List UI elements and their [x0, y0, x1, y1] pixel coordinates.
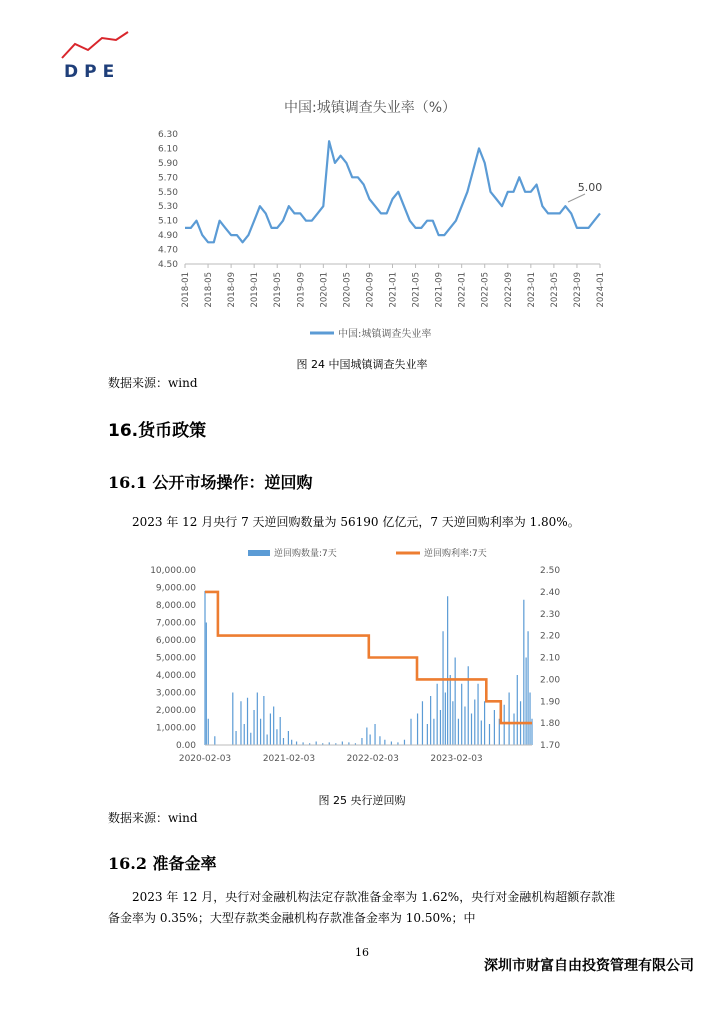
chart2-volume-bar [257, 693, 258, 746]
chart2-xtick-label: 2023-02-03 [430, 754, 483, 764]
company-name: 深圳市财富自由投资管理有限公司 [484, 958, 694, 974]
chart2-volume-bar [464, 707, 465, 746]
chart2-volume-bar [422, 701, 423, 745]
chart2-right-tick-label: 1.70 [540, 741, 561, 751]
chart2-volume-bar [513, 714, 514, 746]
chart2-left-tick-label: 3,000.00 [155, 688, 196, 699]
section-16-1-paragraph: 2023 年 12 月央行 7 天逆回购数量为 56190 亿亿元，7 天逆回购利率为 1.80%。 [132, 515, 580, 529]
chart2-legend [248, 547, 487, 559]
chart1-xtick-label: 2022-09 [503, 272, 514, 308]
chart1-x-axis [181, 264, 606, 308]
chart2-left-tick-label: 8,000.00 [155, 601, 196, 611]
chart1-line [185, 141, 600, 242]
chart2-volume-bar [270, 714, 271, 746]
chart2-volume-bar [427, 724, 428, 745]
dpe-logo-text: DPE [64, 62, 121, 82]
chart2-left-tick-label: 5,000.00 [155, 653, 196, 664]
chart1-ytick-label: 5.70 [157, 173, 178, 184]
chart2-volume-bar [366, 728, 367, 746]
chart2-volume-bar [527, 631, 528, 745]
chart1-ytick-label: 4.70 [157, 245, 178, 256]
chart2-volume-bar [404, 740, 405, 745]
chart2-volume-bar [481, 721, 482, 746]
chart2-legend-rate: 逆回购利率:7天 [424, 549, 487, 559]
chart1-xtick-label: 2022-01 [457, 272, 468, 308]
chart2-volume-bar [455, 658, 456, 746]
chart2-volume-bar [370, 735, 371, 746]
chart2-xtick-label: 2021-02-03 [262, 754, 316, 764]
chart2-volume-bar [445, 693, 446, 746]
chart2-volume-bar [291, 740, 292, 745]
chart2-volume-bar [509, 693, 510, 746]
chart2-volume-bar [296, 742, 297, 746]
chart2-rate-line [205, 592, 532, 723]
chart1-xtick-label: 2021-05 [411, 272, 422, 308]
chart2-volume-bar [477, 684, 478, 745]
chart2-volume-bar [517, 675, 518, 745]
chart2-rate-polyline [205, 592, 532, 723]
chart1-legend-label: 中国:城镇调查失业率 [338, 329, 432, 340]
chart2-volume-bar [288, 731, 289, 745]
chart2-volume-bar [267, 735, 268, 746]
chart1-xtick-label: 2019-09 [296, 272, 307, 308]
chart2-volume-bar [526, 658, 527, 746]
chart2-left-tick-label: 1,000.00 [155, 723, 196, 734]
chart2-volume-bar [447, 596, 448, 745]
chart1-ytick-label: 6.30 [157, 130, 178, 140]
unemployment-rate-chart [130, 92, 610, 352]
section-16-2-title: 16.2 准备金率 [108, 854, 217, 873]
chart1-y-axis [158, 130, 600, 270]
chart2-right-tick-label: 2.50 [540, 566, 561, 576]
chart2-volume-bar [468, 666, 469, 745]
chart2-volume-bar [430, 696, 431, 745]
figure-24-caption: 图 24 中国城镇调查失业率 [296, 358, 428, 371]
reverse-repo-chart [140, 542, 610, 772]
chart1-ytick-label: 4.90 [157, 231, 178, 242]
chart2-volume-bar [379, 736, 380, 745]
chart2-volume-bar [244, 724, 245, 745]
chart2-left-tick-label: 10,000.00 [150, 566, 196, 576]
chart1-xtick-label: 2024-01 [596, 272, 606, 308]
chart2-right-tick-label: 2.00 [540, 675, 561, 686]
chart2-volume-bar [489, 724, 490, 745]
chart2-volume-bar [440, 710, 441, 745]
section-16-2-paragraph: 2023 年 12 月，央行对金融机构法定存款准备金率为 1.62%，央行对金融机构超额存款准备金率为 0.35%；大型存款类金融机构存款准备金率为 10.50%；中 [108, 890, 616, 925]
chart2-volume-bars [204, 591, 532, 745]
chart1-xtick-label: 2023-05 [549, 272, 560, 308]
chart2-xtick-label: 2022-02-03 [346, 754, 399, 764]
chart2-left-tick-label: 6,000.00 [155, 636, 196, 646]
chart2-xtick-label: 2020-02-03 [178, 754, 232, 764]
chart2-volume-bar [273, 707, 274, 746]
chart2-volume-bar [250, 733, 251, 745]
chart2-x-axis [179, 745, 532, 764]
chart2-left-tick-label: 2,000.00 [155, 706, 196, 716]
chart2-right-axis [540, 566, 560, 751]
chart2-left-tick-label: 4,000.00 [155, 671, 196, 681]
chart2-right-tick-label: 2.20 [540, 631, 561, 642]
chart2-volume-bar [204, 591, 205, 745]
chart2-volume-bar [484, 701, 485, 745]
chart1-xtick-label: 2019-01 [250, 272, 261, 308]
chart1-ytick-label: 6.10 [157, 144, 178, 155]
chart2-volume-bar [247, 698, 248, 745]
chart2-volume-bar [232, 693, 233, 746]
chart2-volume-bar [214, 736, 215, 745]
chart2-volume-bar [280, 717, 281, 745]
chart1-source: 数据来源：wind [108, 376, 198, 390]
chart2-volume-bar [471, 714, 472, 746]
chart1-xtick-label: 2023-09 [572, 272, 583, 308]
chart2-volume-bar [410, 719, 411, 745]
chart2-left-tick-label: 9,000.00 [155, 583, 196, 594]
chart1-ytick-label: 5.10 [157, 216, 178, 227]
chart1-title: 中国:城镇调查失业率（%） [283, 100, 457, 116]
chart2-volume-bar [384, 740, 385, 745]
chart1-xtick-label: 2021-09 [434, 272, 445, 308]
chart2-left-tick-label: 0.00 [175, 741, 196, 751]
chart1-xtick-label: 2019-05 [273, 272, 284, 308]
chart2-right-tick-label: 1.90 [540, 697, 561, 708]
chart2-volume-bar [474, 700, 475, 746]
section-16-1-title: 16.1 公开市场操作：逆回购 [108, 473, 313, 492]
chart1-xtick-label: 2022-05 [480, 272, 491, 308]
chart2-left-tick-label: 7,000.00 [155, 618, 196, 629]
page-number: 16 [355, 946, 369, 959]
chart1-xtick-label: 2020-05 [342, 272, 353, 308]
chart1-xtick-label: 2018-05 [204, 272, 215, 308]
chart1-ytick-label: 4.50 [157, 260, 178, 270]
chart2-volume-bar [342, 742, 343, 746]
chart2-volume-bar [253, 710, 254, 745]
chart1-xtick-label: 2020-09 [365, 272, 376, 308]
chart1-xtick-label: 2020-01 [319, 272, 330, 308]
chart2-source: 数据来源：wind [108, 811, 198, 825]
chart2-volume-bar [276, 729, 277, 745]
chart2-volume-bar [391, 742, 392, 746]
chart1-annotation: 5.00 [577, 181, 603, 194]
chart1-ytick-label: 5.90 [157, 158, 178, 169]
chart2-volume-bar [361, 738, 362, 745]
chart2-volume-bar [504, 705, 505, 745]
chart2-volume-bar [450, 675, 451, 745]
chart2-volume-bar [529, 693, 530, 746]
chart2-volume-bar [283, 738, 284, 745]
chart2-volume-bar [206, 623, 207, 746]
chart2-right-tick-label: 2.30 [540, 609, 561, 620]
figure-25-caption: 图 25 央行逆回购 [318, 794, 406, 807]
chart2-volume-bar [452, 701, 453, 745]
chart1-xtick-label: 2018-09 [227, 272, 238, 308]
chart2-right-tick-label: 2.10 [540, 653, 561, 664]
dpe-logo-swoosh [60, 30, 130, 62]
chart1-ytick-label: 5.30 [157, 202, 178, 213]
chart2-volume-bar [458, 719, 459, 745]
chart2-right-tick-label: 2.40 [540, 587, 561, 598]
chart1-annotation-leader [568, 194, 585, 202]
chart2-left-axis [150, 566, 196, 751]
chart1-ytick-label: 5.50 [157, 187, 178, 198]
chart1-xtick-label: 2021-01 [388, 272, 399, 308]
chart2-volume-bar [263, 696, 264, 745]
chart2-volume-bar [461, 684, 462, 745]
chart2-volume-bar [235, 731, 236, 745]
chart1-xtick-label: 2023-01 [526, 272, 537, 308]
chart2-volume-bar [494, 710, 495, 745]
chart2-volume-bar [260, 719, 261, 745]
chart2-volume-bar [316, 742, 317, 746]
chart2-volume-bar [240, 701, 241, 745]
chart1-legend [310, 327, 431, 340]
chart2-legend-volume: 逆回购数量:7天 [274, 549, 337, 559]
chart2-volume-bar [442, 631, 443, 745]
chart2-volume-bar [208, 719, 209, 745]
chart2-right-tick-label: 1.80 [540, 719, 561, 730]
chart1-xtick-label: 2018-01 [181, 272, 191, 308]
chart2-volume-bar [437, 684, 438, 745]
section-16-title: 16.货币政策 [108, 421, 207, 441]
chart2-volume-bar [374, 724, 375, 745]
chart2-volume-bar [417, 714, 418, 746]
chart2-volume-bar [433, 719, 434, 745]
chart1-series [185, 141, 600, 242]
